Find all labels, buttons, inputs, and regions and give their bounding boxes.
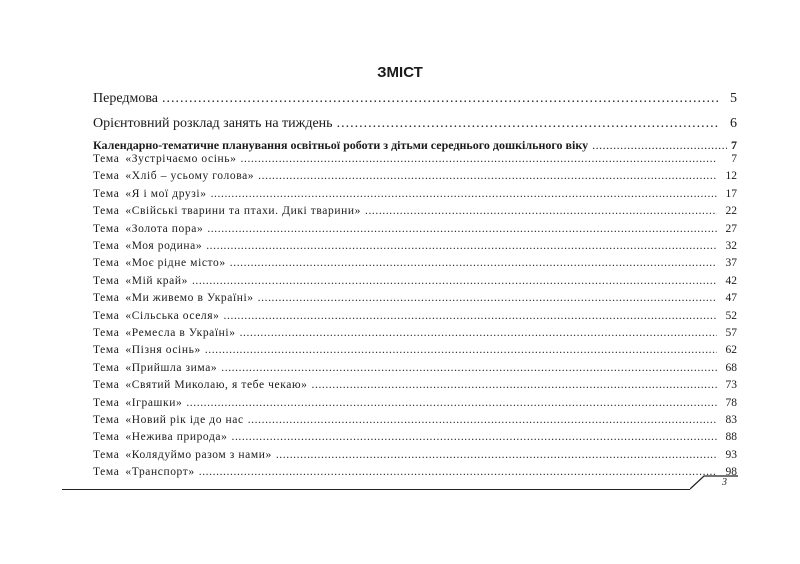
toc-topic-entry[interactable] [93,188,737,200]
dot-leader [186,397,717,409]
toc-topic-entry[interactable] [93,292,737,304]
toc-topic-entry[interactable] [93,379,737,391]
topic-title: «Свійські тварини та птахи. Дикі тварини» [125,205,361,218]
toc-page-number: 68 [725,361,737,374]
topic-prefix: Тема [93,466,120,479]
toc-page-number: 17 [725,187,737,200]
dot-leader [592,138,727,153]
topic-title: «Ми живемо в Україні» [125,292,254,305]
toc-topic-entry[interactable] [93,170,737,182]
toc-topic-entry[interactable] [93,344,737,356]
topic-prefix: Тема [93,414,120,426]
toc-topic-entry[interactable] [93,257,737,269]
topic-prefix: Тема [93,431,120,444]
toc-page-number: 12 [725,170,737,183]
topic-title: «Хліб – усьому голова» [125,170,255,183]
dot-leader [248,414,717,426]
topic-prefix: Тема [93,327,120,339]
topic-prefix: Тема [93,274,120,287]
topic-title: «Транспорт» [125,466,195,479]
toc-page-number: 22 [725,205,737,218]
topic-title: «Моя родина» [125,240,203,252]
topic-prefix: Тема [93,153,120,165]
topic-title: «Новий рік іде до нас [125,414,244,426]
topic-prefix: Тема [93,292,120,305]
toc-page-number: 52 [725,309,737,322]
toc-topic-entry[interactable] [93,223,737,235]
dot-leader [192,275,717,287]
toc-topic-entry[interactable] [93,397,737,409]
topic-prefix: Тема [93,396,120,409]
toc-page-number: 83 [725,414,737,426]
topic-title: «Я і мої друзі» [125,187,207,200]
dot-leader [205,344,717,356]
footer-rule [62,489,690,490]
toc-topic-entry[interactable] [93,449,737,461]
topic-prefix: Тема [93,361,120,374]
topic-title: «Моє рідне місто» [125,257,226,270]
toc-topic-entry[interactable] [93,310,737,322]
topic-prefix: Тема [93,205,120,218]
topic-title: «Сільська оселя» [125,309,220,322]
toc-page-number: 37 [725,257,737,270]
toc-page-number: 5 [730,91,737,106]
topic-prefix: Тема [93,170,120,183]
toc-section-heading[interactable] [93,138,737,153]
toc-page-number: 78 [725,396,737,409]
dot-leader [199,466,717,478]
topic-title: «Прийшла зима» [125,361,218,374]
dot-leader [276,449,717,461]
toc-page-number: 47 [725,292,737,305]
toc-page-number: 93 [725,448,737,461]
toc-topic-entry[interactable] [93,466,737,478]
toc-entry-foreword[interactable] [93,91,737,107]
dot-leader [312,379,718,391]
topic-prefix: Тема [93,187,120,200]
topic-prefix: Тема [93,379,120,392]
toc-topic-entry[interactable] [93,153,737,165]
toc-page-number: 27 [725,222,737,235]
toc-topic-entry[interactable] [93,205,737,217]
toc-page-number: 98 [725,466,737,479]
dot-leader [230,257,717,269]
topic-prefix: Тема [93,257,120,270]
dot-leader [207,223,717,235]
toc-page-number: 6 [730,116,737,131]
toc-page-number: 88 [725,431,737,444]
topic-prefix: Тема [93,240,120,252]
topic-title: «Святий Миколаю, я тебе чекаю» [125,379,308,392]
dot-leader [258,170,717,182]
topic-prefix: Тема [93,222,120,235]
dot-leader [211,188,717,200]
toc-topic-entry[interactable] [93,431,737,443]
topic-title: «Золота пора» [125,222,204,235]
toc-entry-schedule[interactable] [93,116,737,132]
toc-topic-entry[interactable] [93,327,737,339]
dot-leader [221,362,717,374]
page-title: ЗМІСТ [377,64,423,81]
footer-page-tab [690,475,740,490]
toc-section-label: Календарно-тематичне планування освітньої роботи з дітьми середнього дошкільного віку [93,138,589,152]
dot-leader [240,327,717,339]
dot-leader [162,91,719,107]
topic-title: «Зустрічаємо осінь» [125,153,237,165]
dot-leader [258,292,717,304]
toc-topic-entry[interactable] [93,362,737,374]
topic-title: «Пізня осінь» [125,344,201,357]
dot-leader [337,116,719,132]
toc-page-number: 42 [725,274,737,287]
topic-prefix: Тема [93,309,120,322]
topic-title: «Мій край» [125,274,188,287]
toc-page-number: 7 [731,138,737,152]
dot-leader [206,240,717,252]
toc-topic-entry[interactable] [93,275,737,287]
topic-prefix: Тема [93,344,120,357]
toc-page-number: 62 [725,344,737,357]
toc-topic-entry[interactable] [93,414,737,426]
dot-leader [241,153,718,165]
toc-entry-label: Орієнтовний розклад занять на тиждень [93,116,333,131]
dot-leader [231,431,717,443]
toc-topic-entry[interactable] [93,240,737,252]
topic-title: «Ремесла в Україні» [125,327,236,339]
topic-title: «Колядуймо разом з нами» [125,448,272,461]
topic-title: «Іграшки» [125,396,183,409]
toc-page-number: 73 [725,379,737,392]
toc-entry-label: Передмова [93,91,158,106]
topic-title: «Нежива природа» [125,431,228,444]
dot-leader [224,310,717,322]
topic-prefix: Тема [93,448,120,461]
toc-page-number: 7 [731,153,737,165]
toc-page-number: 57 [725,327,737,339]
toc-page-number: 32 [725,240,737,252]
page-number: 3 [722,477,727,488]
dot-leader [365,205,717,217]
